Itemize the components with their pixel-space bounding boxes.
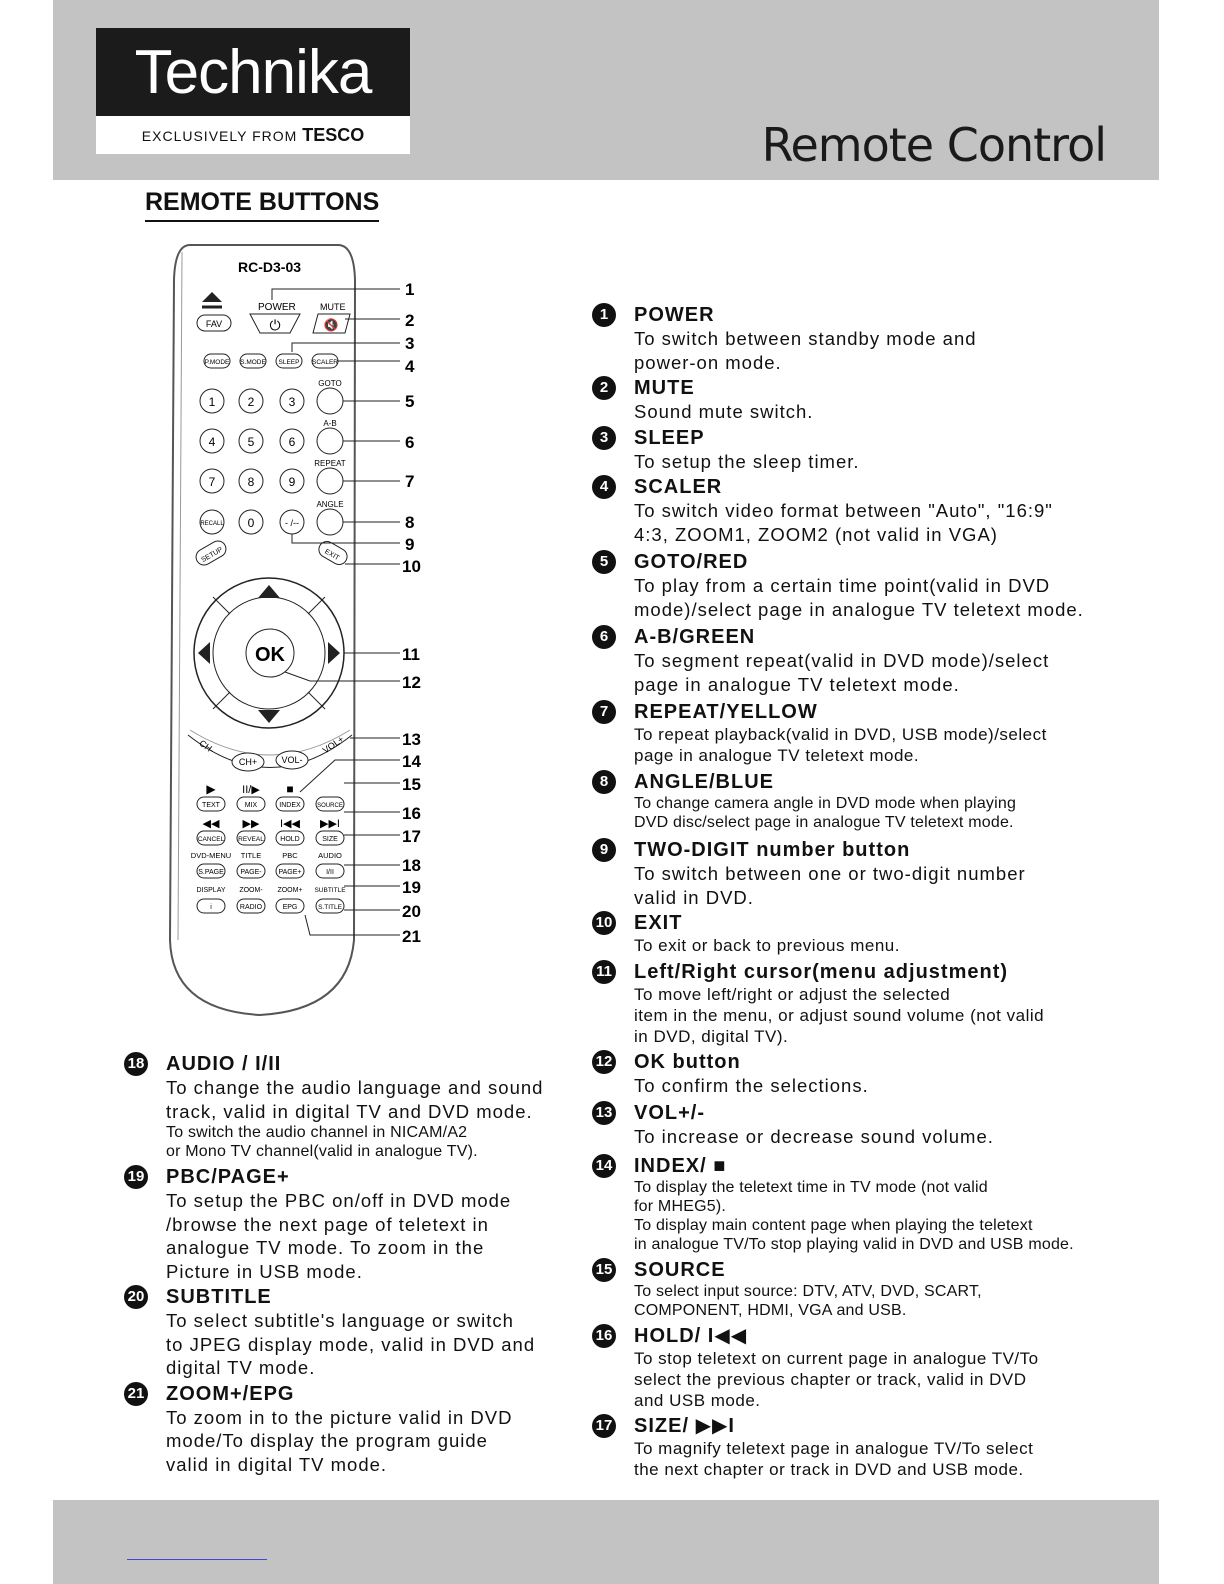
desc-line: To zoom in to the picture valid in DVD bbox=[166, 1406, 513, 1428]
desc-line: to JPEG display mode, valid in DVD and bbox=[166, 1333, 536, 1355]
desc-line: To display the teletext time in TV mode (not valid bbox=[634, 1179, 988, 1196]
mute-label: MUTE bbox=[320, 302, 346, 312]
desc-line: To select subtitle's language or switch bbox=[166, 1310, 514, 1331]
desc-line: page in analogue TV teletext mode. bbox=[634, 746, 920, 765]
strip-prefix: EXCLUSIVELY FROM bbox=[141, 128, 298, 144]
callout-15: 15 bbox=[402, 775, 421, 794]
cancel-button[interactable]: CANCEL bbox=[197, 836, 225, 843]
desc-10-number: 10 bbox=[592, 911, 616, 935]
desc-16-title: HOLD/ I◀◀ bbox=[634, 1325, 748, 1347]
desc-line: Sound mute switch. bbox=[634, 401, 814, 422]
recall-button[interactable]: RECALL bbox=[200, 521, 224, 527]
subtitle-label: SUBTITLE bbox=[314, 887, 346, 894]
callout-7: 7 bbox=[405, 472, 415, 491]
desc-line: or Mono TV channel(valid in analogue TV). bbox=[166, 1143, 478, 1160]
desc-line: item in the menu, or adjust sound volume (not valid bbox=[634, 1006, 1045, 1025]
desc-4 bbox=[592, 475, 1152, 546]
desc-1-title: POWER bbox=[634, 304, 715, 326]
reveal-button[interactable]: REVEAL bbox=[238, 836, 264, 843]
desc-20 bbox=[124, 1285, 594, 1380]
play-icon: ▶ bbox=[206, 782, 216, 796]
digit-7[interactable]: 7 bbox=[208, 475, 216, 489]
cancel-row bbox=[197, 831, 344, 845]
ab-label: A-B bbox=[323, 419, 337, 428]
title-label: TITLE bbox=[240, 851, 262, 860]
desc-12 bbox=[592, 1050, 1152, 1098]
desc-8-number: 8 bbox=[592, 770, 616, 794]
desc-5 bbox=[592, 550, 1152, 621]
desc-13-number: 13 bbox=[592, 1101, 616, 1125]
desc-line: To switch between one or two-digit number bbox=[634, 863, 1026, 884]
callout-16: 16 bbox=[402, 804, 421, 823]
desc-6-number: 6 bbox=[592, 625, 616, 649]
desc-line: analogue TV mode. To zoom in the bbox=[166, 1237, 485, 1258]
media-icon-row-1 bbox=[206, 782, 293, 796]
zoom-plus-label: ZOOM+ bbox=[277, 887, 303, 894]
source-button[interactable]: SOURCE bbox=[317, 803, 343, 809]
info-row bbox=[197, 899, 344, 913]
dvd-menu-label: DVD-MENU bbox=[190, 851, 232, 860]
desc-10-title: EXIT bbox=[634, 912, 683, 934]
desc-3 bbox=[592, 426, 1152, 474]
desc-15 bbox=[592, 1258, 1152, 1320]
desc-line: To switch the audio channel in NICAM/A2 bbox=[166, 1124, 468, 1141]
desc-line: To setup the PBC on/off in DVD mode bbox=[166, 1190, 512, 1211]
desc-line: To repeat playback(valid in DVD, USB mode)/select bbox=[634, 725, 1047, 744]
callout-3: 3 bbox=[405, 334, 415, 353]
next-icon: ▶▶I bbox=[320, 818, 340, 830]
desc-line: To exit or back to previous menu. bbox=[634, 936, 900, 955]
fast-forward-icon: ▶▶ bbox=[242, 818, 260, 830]
callout-14: 14 bbox=[402, 752, 421, 771]
desc-9 bbox=[592, 838, 1152, 909]
desc-line: DVD disc/select page in analogue TV teletext mode. bbox=[634, 814, 1014, 831]
desc-line: To select input source: DTV, ATV, DVD, SCART, bbox=[634, 1283, 982, 1300]
desc-line: the next chapter or track in DVD and USB mode. bbox=[634, 1460, 1024, 1479]
info-button[interactable]: i bbox=[210, 904, 212, 911]
audio-label: AUDIO bbox=[318, 851, 342, 860]
desc-13-title: VOL+/- bbox=[634, 1101, 706, 1124]
page-minus-button[interactable]: PAGE- bbox=[240, 869, 262, 876]
desc-7-title: REPEAT/YELLOW bbox=[634, 701, 818, 723]
desc-7 bbox=[592, 700, 1152, 766]
desc-line: select the previous chapter or track, valid in DVD bbox=[634, 1370, 1027, 1389]
remote-diagram bbox=[160, 240, 430, 1020]
desc-13 bbox=[592, 1101, 1152, 1149]
desc-14 bbox=[592, 1154, 1152, 1254]
desc-line: To confirm the selections. bbox=[634, 1075, 869, 1096]
desc-19-title: PBC/PAGE+ bbox=[166, 1166, 290, 1188]
desc-line: track, valid in digital TV and DVD mode. bbox=[166, 1100, 533, 1122]
desc-line: To move left/right or adjust the selected bbox=[634, 985, 951, 1004]
desc-line: COMPONENT, HDMI, VGA and USB. bbox=[634, 1302, 907, 1319]
desc-19-number: 19 bbox=[124, 1165, 148, 1189]
pause-step-icon: II/▶ bbox=[242, 784, 260, 796]
desc-15-number: 15 bbox=[592, 1258, 616, 1282]
callout-13: 13 bbox=[402, 730, 421, 749]
desc-11-number: 11 bbox=[592, 960, 616, 984]
callout-2: 2 bbox=[405, 311, 415, 330]
desc-1 bbox=[592, 303, 1152, 374]
callout-numbers bbox=[402, 280, 421, 946]
callout-12: 12 bbox=[402, 673, 421, 692]
desc-21-number: 21 bbox=[124, 1382, 148, 1406]
previous-icon: I◀◀ bbox=[280, 818, 300, 830]
power-label: POWER bbox=[258, 302, 296, 313]
media-icon-row-2 bbox=[203, 818, 340, 830]
zoom-minus-label: ZOOM- bbox=[239, 887, 263, 894]
digit-4[interactable]: 4 bbox=[208, 435, 216, 449]
callout-6: 6 bbox=[405, 433, 415, 452]
ch-plus-button[interactable]: CH+ bbox=[238, 757, 258, 767]
desc-6 bbox=[592, 625, 1152, 696]
small-mode-row bbox=[204, 354, 338, 368]
desc-18-title: AUDIO / I/II bbox=[166, 1053, 282, 1075]
callout-20: 20 bbox=[402, 902, 421, 921]
digit-1[interactable]: 1 bbox=[208, 395, 216, 409]
callout-1: 1 bbox=[405, 280, 415, 299]
desc-5-title: GOTO/RED bbox=[634, 551, 749, 573]
desc-20-title: SUBTITLE bbox=[166, 1286, 272, 1308]
power-icon[interactable]: ⏻ bbox=[269, 317, 281, 333]
callout-10: 10 bbox=[402, 557, 421, 576]
desc-line: valid in digital TV mode. bbox=[166, 1453, 388, 1475]
digit-pad bbox=[200, 389, 304, 534]
size-button[interactable]: SIZE bbox=[322, 836, 338, 843]
desc-2-title: MUTE bbox=[634, 377, 695, 399]
strip-brand: TESCO bbox=[302, 125, 365, 145]
spage-button[interactable]: S.PAGE bbox=[198, 869, 224, 876]
desc-16-number: 16 bbox=[592, 1324, 616, 1348]
desc-17-number: 17 bbox=[592, 1414, 616, 1438]
digit-5[interactable]: 5 bbox=[247, 435, 255, 449]
display-label: DISPLAY bbox=[196, 887, 226, 894]
desc-line: To setup the sleep timer. bbox=[634, 450, 860, 472]
audio-button[interactable]: I/II bbox=[326, 869, 334, 876]
desc-14-title: INDEX/ ■ bbox=[634, 1155, 727, 1177]
mix-button[interactable]: MIX bbox=[244, 802, 258, 809]
brand-strip bbox=[96, 116, 410, 154]
callout-5: 5 bbox=[405, 392, 415, 411]
desc-line: Picture in USB mode. bbox=[166, 1260, 363, 1282]
desc-line: /browse the next page of teletext in bbox=[166, 1213, 489, 1235]
setup-button[interactable]: SETUP bbox=[200, 546, 225, 565]
desc-line: in analogue TV/To stop playing valid in DVD and USB mode. bbox=[634, 1236, 1074, 1253]
callout-18: 18 bbox=[402, 856, 421, 875]
dvd-label-row bbox=[191, 851, 342, 860]
goto-label: GOTO bbox=[318, 379, 342, 388]
display-label-row bbox=[196, 887, 346, 894]
desc-line: page in analogue TV teletext mode. bbox=[634, 673, 960, 695]
radio-button[interactable]: RADIO bbox=[239, 904, 263, 911]
desc-line: in DVD, digital TV). bbox=[634, 1027, 789, 1046]
text-row bbox=[197, 797, 344, 811]
desc-line: To stop teletext on current page in analogue TV/To bbox=[634, 1349, 1039, 1368]
desc-line: mode)/select page in analogue TV teletext mode. bbox=[634, 598, 1084, 620]
page-plus-button[interactable]: PAGE+ bbox=[278, 869, 302, 876]
sleep-button[interactable]: SLEEP bbox=[278, 359, 300, 366]
vol-plus-button[interactable]: VOL+ bbox=[320, 733, 346, 756]
desc-18 bbox=[124, 1052, 594, 1161]
right-description-list bbox=[592, 303, 1152, 1480]
two-digit-button[interactable]: - /-- bbox=[285, 518, 299, 528]
scaler-button[interactable]: SCALER bbox=[311, 359, 339, 366]
ok-button[interactable]: OK bbox=[255, 644, 285, 666]
callout-21: 21 bbox=[402, 927, 421, 946]
ch-minus-button[interactable]: CH- bbox=[197, 737, 217, 756]
desc-19 bbox=[124, 1165, 594, 1283]
desc-12-number: 12 bbox=[592, 1050, 616, 1074]
desc-10 bbox=[592, 911, 1152, 956]
stitle-button[interactable]: S.TITLE bbox=[318, 904, 342, 911]
stop-icon: ■ bbox=[286, 782, 294, 796]
desc-3-title: SLEEP bbox=[634, 426, 705, 449]
desc-8 bbox=[592, 770, 1152, 832]
digit-8[interactable]: 8 bbox=[247, 475, 255, 489]
desc-2-number: 2 bbox=[592, 376, 616, 400]
hold-button[interactable]: HOLD bbox=[280, 836, 300, 843]
brand-logo: Technika bbox=[96, 28, 410, 118]
desc-line: mode/To display the program guide bbox=[166, 1430, 488, 1451]
desc-2 bbox=[592, 376, 1152, 424]
pmode-button[interactable]: P.MODE bbox=[204, 359, 230, 366]
exit-button[interactable]: EXIT bbox=[323, 548, 341, 563]
callout-19: 19 bbox=[402, 878, 421, 897]
page-title: Remote Control bbox=[761, 118, 1106, 172]
fav-button[interactable]: FAV bbox=[205, 319, 223, 329]
desc-line: To increase or decrease sound volume. bbox=[634, 1125, 994, 1147]
desc-21 bbox=[124, 1382, 594, 1477]
desc-line: digital TV mode. bbox=[166, 1357, 316, 1378]
desc-17 bbox=[592, 1414, 1152, 1480]
desc-line: power-on mode. bbox=[634, 351, 782, 373]
callout-9: 9 bbox=[405, 535, 415, 554]
desc-line: To switch video format between "Auto", "16:9" bbox=[634, 500, 1053, 521]
footer-link-underline[interactable] bbox=[127, 1559, 267, 1560]
desc-1-number: 1 bbox=[592, 303, 616, 327]
desc-line: To segment repeat(valid in DVD mode)/select bbox=[634, 650, 1050, 671]
desc-15-title: SOURCE bbox=[634, 1259, 726, 1281]
desc-11-title: Left/Right cursor(menu adjustment) bbox=[634, 961, 1009, 983]
angle-label: ANGLE bbox=[316, 500, 344, 509]
desc-12-title: OK button bbox=[634, 1051, 741, 1073]
desc-4-number: 4 bbox=[592, 475, 616, 499]
desc-9-title: TWO-DIGIT number button bbox=[634, 839, 911, 861]
desc-14-number: 14 bbox=[592, 1154, 616, 1178]
callout-8: 8 bbox=[405, 513, 415, 532]
digit-6[interactable]: 6 bbox=[288, 435, 296, 449]
desc-18-number: 18 bbox=[124, 1052, 148, 1076]
desc-line: 4:3, ZOOM1, ZOOM2 (not valid in VGA) bbox=[634, 523, 998, 545]
digit-2[interactable]: 2 bbox=[247, 395, 255, 409]
rewind-icon: ◀◀ bbox=[202, 818, 220, 830]
vol-minus-button[interactable]: VOL- bbox=[281, 755, 303, 765]
desc-9-number: 9 bbox=[592, 838, 616, 862]
spage-row bbox=[197, 864, 344, 878]
index-button[interactable]: INDEX bbox=[279, 802, 301, 809]
desc-line: and USB mode. bbox=[634, 1391, 761, 1410]
desc-6-title: A-B/GREEN bbox=[634, 626, 756, 648]
desc-line: valid in DVD. bbox=[634, 886, 754, 908]
remote-model: RC-D3-03 bbox=[238, 259, 302, 275]
desc-5-number: 5 bbox=[592, 550, 616, 574]
left-description-list bbox=[124, 1052, 594, 1476]
digit-0[interactable]: 0 bbox=[247, 516, 255, 530]
repeat-label: REPEAT bbox=[314, 459, 346, 468]
digit-9[interactable]: 9 bbox=[288, 475, 296, 489]
desc-8-title: ANGLE/BLUE bbox=[634, 771, 774, 793]
callout-4: 4 bbox=[405, 357, 415, 376]
page-footer bbox=[53, 1500, 1159, 1584]
desc-20-number: 20 bbox=[124, 1285, 148, 1309]
desc-line: To change camera angle in DVD mode when playing bbox=[634, 795, 1017, 812]
desc-7-number: 7 bbox=[592, 700, 616, 724]
section-title: REMOTE BUTTONS bbox=[145, 188, 379, 222]
digit-3[interactable]: 3 bbox=[288, 395, 296, 409]
smode-button[interactable]: S.MODE bbox=[240, 359, 266, 366]
desc-17-title: SIZE/ ▶▶I bbox=[634, 1415, 735, 1437]
callout-11: 11 bbox=[402, 645, 420, 664]
desc-line: To change the audio language and sound bbox=[166, 1077, 544, 1098]
desc-line: To play from a certain time point(valid in DVD bbox=[634, 575, 1051, 596]
pbc-label: PBC bbox=[282, 851, 298, 860]
desc-4-title: SCALER bbox=[634, 476, 723, 498]
desc-line: for MHEG5). bbox=[634, 1198, 726, 1215]
desc-11 bbox=[592, 960, 1152, 1047]
desc-line: To switch between standby mode and bbox=[634, 328, 977, 349]
callout-17: 17 bbox=[402, 827, 421, 846]
desc-16 bbox=[592, 1324, 1152, 1411]
desc-line: To display main content page when playing the teletext bbox=[634, 1217, 1033, 1234]
desc-3-number: 3 bbox=[592, 426, 616, 450]
mute-icon[interactable]: 🔇 bbox=[323, 318, 339, 332]
desc-21-title: ZOOM+/EPG bbox=[166, 1382, 295, 1405]
color-side-keys bbox=[314, 379, 346, 535]
text-button[interactable]: TEXT bbox=[202, 802, 220, 809]
epg-button[interactable]: EPG bbox=[282, 904, 298, 911]
desc-line: To magnify teletext page in analogue TV/To select bbox=[634, 1439, 1034, 1458]
